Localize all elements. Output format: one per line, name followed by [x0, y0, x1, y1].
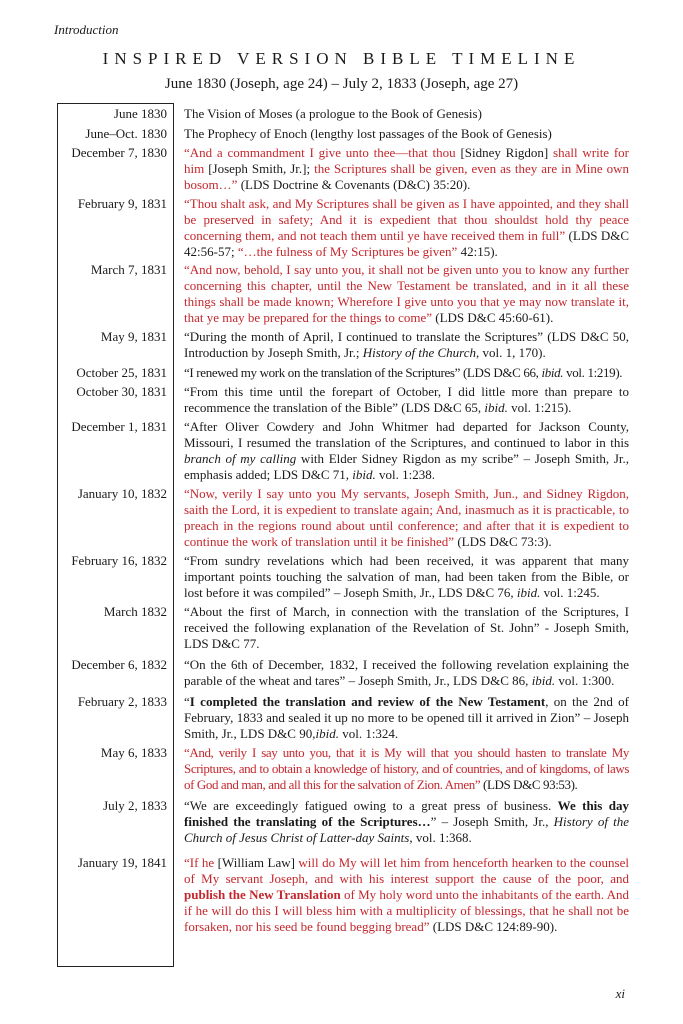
entry-text — [174, 329, 629, 361]
timeline-entry — [57, 553, 629, 601]
entry-date: December 7, 1830 — [71, 145, 167, 160]
text-segment: “About the first of March, in connection with the translation of the Scriptures, I received the following explanation of the Revelation of St. John” - Joseph Smith, LDS D&C 77. — [184, 604, 629, 651]
text-segment: ibid. — [541, 365, 564, 380]
timeline-entry — [57, 419, 629, 483]
text-segment: “During the month of April, I continued to translate the Scriptures” (LDS D&C 50, Introduction by Joseph Smith, Jr.; — [184, 329, 629, 360]
text-segment: The Prophecy of Enoch (lengthy lost passages of the Book of Genesis) — [184, 126, 552, 141]
text-segment: ibid. — [531, 673, 556, 688]
entry-text — [174, 657, 629, 689]
text-segment: ibid. — [484, 400, 508, 415]
entry-date: February 2, 1833 — [77, 694, 167, 709]
timeline-entry — [57, 262, 629, 326]
text-segment: , vol. 1:368. — [409, 830, 472, 845]
entry-text — [174, 365, 629, 381]
entry-text — [174, 126, 629, 142]
page-title: INSPIRED VERSION BIBLE TIMELINE — [102, 49, 581, 68]
entry-text — [174, 798, 629, 846]
text-segment: “If he — [184, 855, 218, 870]
entry-text — [174, 145, 629, 193]
text-segment: , on the 2nd of February, 1833 and sealed it up no more to be opened till it arrived in Zion” – Joseph Smith, Jr., LDS D&C 90, — [184, 694, 629, 741]
text-segment: 42:15). — [457, 244, 498, 259]
timeline-entry — [57, 657, 629, 689]
text-segment: ” – Joseph Smith, Jr., — [430, 814, 554, 829]
timeline-entries — [57, 106, 629, 935]
timeline-entry — [57, 604, 629, 652]
text-segment: ibid. — [352, 467, 376, 482]
text-segment: “From sundry revelations which had been received, it was apparent that many important points touching the salvation of man, had been taken from the Bible, or lost before it was compiled” – Joseph Smith, Jr., LDS D&C 76, — [184, 553, 629, 600]
text-segment: [Joseph Smith, Jr.]; — [208, 161, 315, 176]
text-segment: ibid. — [516, 585, 541, 600]
text-segment: the Scriptures shall be given, even as they are in Mine own bosom…” — [184, 161, 630, 192]
entry-date: February 16, 1832 — [71, 553, 167, 568]
text-segment: vol. 1:324. — [338, 726, 399, 741]
text-segment: (LDS Doctrine & Covenants (D&C) 35:20). — [240, 177, 471, 192]
text-segment: vol. 1:300. — [555, 673, 615, 688]
timeline-entry — [57, 365, 629, 381]
text-segment: “Thou shalt ask, and My Scriptures shall be given as I have appointed, and they shall be preserved in safety; And it is expedient that thou shouldst hold thy peace concerning them, and not teach them until ye have received them in full” — [184, 196, 629, 243]
entry-date: March 7, 1831 — [90, 262, 167, 277]
text-segment: The Vision of Moses (a prologue to the Book of Genesis) — [184, 106, 482, 121]
text-segment: vol. 1:215). — [507, 400, 572, 415]
text-segment: shall write for him — [184, 145, 630, 176]
timeline-entry — [57, 196, 629, 260]
entry-date: January 19, 1841 — [77, 855, 167, 870]
entry-date: May 9, 1831 — [100, 329, 167, 344]
text-segment: (LDS D&C 42:56-57; — [184, 228, 630, 259]
entry-text — [174, 553, 629, 601]
text-segment: branch of my calling — [184, 451, 297, 466]
text-segment: We this day finished the translating of the Scriptures… — [184, 798, 629, 829]
entry-text — [174, 745, 629, 793]
text-segment: (LDS D&C 93:53). — [483, 777, 578, 792]
text-segment: “And now, behold, I say unto you, it shall not be given unto you to know any further concerning this chapter, until the New Testament be translated, and in it all these things shall be made known; Wherefore I give unto you that ye may now translate it, that ye may be prepared for the things to come” — [184, 262, 629, 325]
entry-date: February 9, 1831 — [77, 196, 167, 211]
text-segment: “From this time until the forepart of October, I did little more than prepare to recommence the translation of the Bible” (LDS D&C 65, — [184, 384, 629, 415]
entry-date: December 6, 1832 — [71, 657, 167, 672]
text-segment: “…the fulness of My Scriptures be given” — [237, 244, 458, 259]
text-segment: “And, verily I say unto you, that it is My will that you should hasten to translate My Scriptures, and to obtain a knowledge of history, and of countries, and of kingdoms, of laws of God and man, and all this for the salvation of Zion. Amen” — [184, 745, 629, 792]
page-number: xi — [615, 986, 625, 1001]
timeline-entry — [57, 106, 629, 122]
page-subtitle: June 1830 (Joseph, age 24) – July 2, 1833 (Joseph, age 27) — [164, 76, 519, 92]
text-segment: I completed the translation and review of the New Testament — [189, 694, 546, 709]
text-segment: (LDS D&C 73:3). — [457, 534, 552, 549]
entry-date: July 2, 1833 — [103, 798, 167, 813]
text-segment: will do My will let him from henceforth hearken to the counsel of My servant Joseph, and with his interest support the cause of the poor, and — [184, 855, 629, 886]
entry-text — [174, 196, 629, 260]
text-segment: vol. 1:238. — [375, 467, 435, 482]
entry-text — [174, 486, 629, 550]
entry-text — [174, 419, 629, 483]
text-segment: History of the Church of Jesus Christ of Latter-day Saints — [184, 814, 629, 845]
text-segment: “I renewed my work on the translation of the Scriptures” (LDS D&C 66, — [184, 365, 542, 380]
entry-text — [174, 262, 629, 326]
text-segment: vol. 1:219). — [563, 365, 623, 380]
entry-text — [174, 384, 629, 416]
entry-date: October 25, 1831 — [76, 365, 167, 380]
text-segment: , vol. 1, 170). — [476, 345, 546, 360]
text-segment: vol. 1:245. — [540, 585, 600, 600]
timeline-entry — [57, 694, 629, 742]
text-segment: ibid. — [315, 726, 339, 741]
text-segment: [William Law] — [217, 855, 299, 870]
timeline-entry — [57, 798, 629, 846]
timeline-entry — [57, 486, 629, 550]
timeline-entry — [57, 745, 629, 793]
text-segment: (LDS D&C 45:60-61). — [435, 310, 554, 325]
entry-text — [174, 106, 629, 122]
entry-date: October 30, 1831 — [76, 384, 167, 399]
running-head: Introduction — [54, 22, 119, 37]
timeline-entry — [57, 126, 629, 142]
text-segment: publish the New Translation — [184, 887, 341, 902]
entry-date: January 10, 1832 — [77, 486, 167, 501]
timeline-entry — [57, 145, 629, 193]
text-segment: “We are exceedingly fatigued owing to a great press of business. — [184, 798, 558, 813]
entry-date: June 1830 — [113, 106, 167, 121]
text-segment: of My holy word unto the inhabitants of the earth. And if he will do this I will bless him with a multiplicity of blessings, that he shall not be forsaken, nor his seed be found begging bread” — [184, 887, 629, 934]
text-segment: [Sidney Rigdon] — [460, 145, 554, 160]
text-segment: (LDS D&C 124:89-90). — [432, 919, 558, 934]
text-segment: with Elder Sidney Rigdon as my scribe” – Joseph Smith, Jr., emphasis added; LDS D&C 71, — [184, 451, 629, 482]
entry-date: December 1, 1831 — [71, 419, 167, 434]
text-segment: “After Oliver Cowdery and John Whitmer had departed for Jackson County, Missouri, I resumed the translation of the Scriptures, and continued to labor in this — [184, 419, 629, 450]
text-segment: “ — [184, 694, 190, 709]
entry-text — [174, 855, 629, 935]
entry-date: May 6, 1833 — [100, 745, 167, 760]
text-segment: “Now, verily I say unto you My servants, Joseph Smith, Jun., and Sidney Rigdon, saith the Lord, it is expedient to translate again; And, inasmuch as it is practicable, to preach in the regions round about until conference; and after that it is expedient to continue the work of translation until it be finished” — [184, 486, 629, 549]
timeline-entry — [57, 329, 629, 361]
entry-text — [174, 694, 629, 742]
text-segment: History of the Church — [362, 345, 477, 360]
text-segment: “And a commandment I give unto thee—that thou — [184, 145, 461, 160]
entry-date: March 1832 — [103, 604, 167, 619]
entry-text — [174, 604, 629, 652]
timeline-entry — [57, 855, 629, 935]
timeline-entry — [57, 384, 629, 416]
text-segment: “On the 6th of December, 1832, I received the following revelation explaining the parable of the wheat and tares” – Joseph Smith, Jr., LDS D&C 86, — [184, 657, 629, 688]
entry-date: June–Oct. 1830 — [85, 126, 167, 141]
